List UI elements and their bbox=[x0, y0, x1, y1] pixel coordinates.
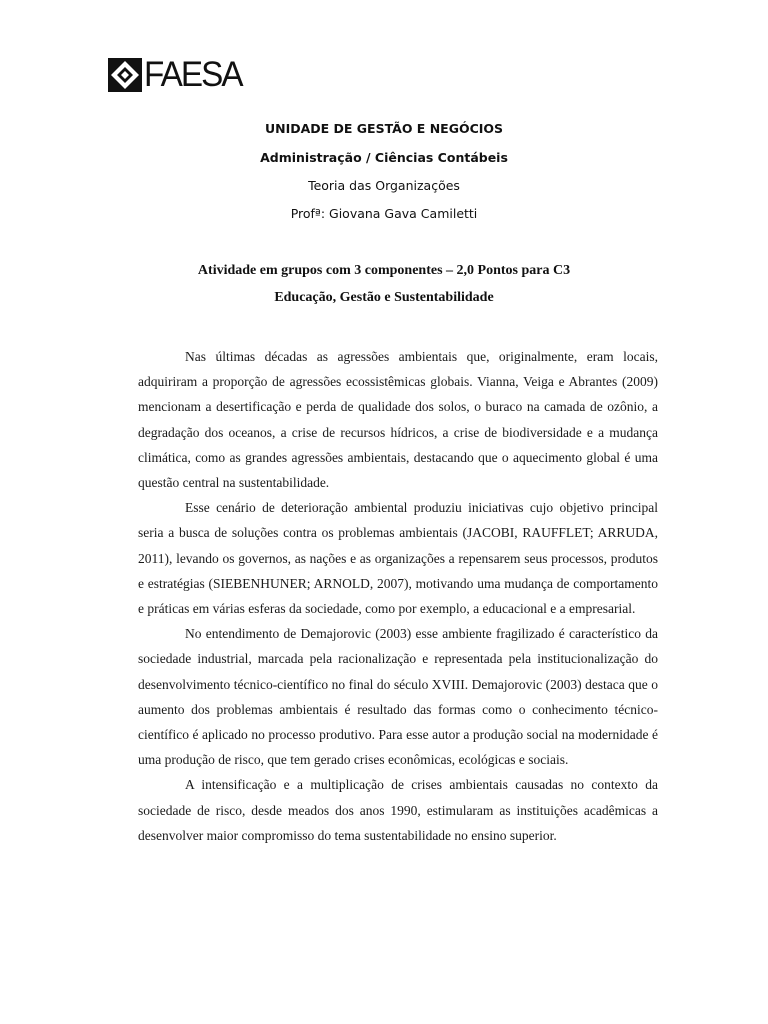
document-body bbox=[138, 344, 658, 848]
unit-heading: UNIDADE DE GESTÃO E NEGÓCIOS bbox=[264, 121, 504, 136]
subject-heading: Teoria das Organizações bbox=[308, 178, 460, 193]
courses-heading: Administração / Ciências Contábeis bbox=[260, 150, 508, 165]
professor-heading: Profª: Giovana Gava Camiletti bbox=[290, 206, 478, 221]
logo-text: FAESA bbox=[144, 55, 242, 94]
activity-subtitle: Educação, Gestão e Sustentabilidade bbox=[274, 290, 494, 305]
paragraph: A intensificação e a multiplicação de crises ambientais causadas no contexto da sociedade de risco, desde meados dos anos 1990, estimularam as instituições acadêmicas a desenvolver maior compromisso do tema sustentabilidade no ensino superior. bbox=[138, 777, 658, 843]
paragraph: No entendimento de Demajorovic (2003) esse ambiente fragilizado é característico da sociedade industrial, marcada pela racionalização e representada pela institucionalização do desenvolvimento técnico-científico no final do século XVIII. Demajorovic (2003) destaca que o aumento dos problemas ambientais é resultado das formas como o conhecimento técnico-científico é aplicado no processo produtivo. Para esse autor a produção social na modernidade é uma produção de risco, que tem gerado crises econômicas, ecológicas e sociais. bbox=[138, 626, 658, 768]
paragraph: Esse cenário de deterioração ambiental produziu iniciativas cujo objetivo principal seria a busca de soluções contra os problemas ambientais (JACOBI, RAUFFLET; ARRUDA, 2011), levando os governos, as nações e as organizações a repensarem seus processos, produtos e estratégias (SIEBENHUNER; ARNOLD, 2007), motivando uma mudança de comportamento e práticas em várias esferas da sociedade, como por exemplo, a educacional e a empresarial. bbox=[138, 500, 658, 617]
faesa-diamond-logo-icon bbox=[108, 58, 142, 92]
paragraph: Nas últimas décadas as agressões ambientais que, originalmente, eram locais, adquiriram a proporção de agressões ecossistêmicas globais. Vianna, Veiga e Abrantes (2009) mencionam a desertificação e perda de qualidade dos solos, o buraco na camada de ozônio, a degradação dos oceanos, a crise de recursos hídricos, a crise de biodiversidade e a mudança climática, como as grandes agressões ambientais, destacando que o aquecimento global é uma questão central na sustentabilidade. bbox=[138, 349, 658, 491]
activity-title: Atividade em grupos com 3 componentes – 2,0 Pontos para C3 bbox=[197, 263, 571, 278]
faesa-logo bbox=[108, 55, 247, 94]
